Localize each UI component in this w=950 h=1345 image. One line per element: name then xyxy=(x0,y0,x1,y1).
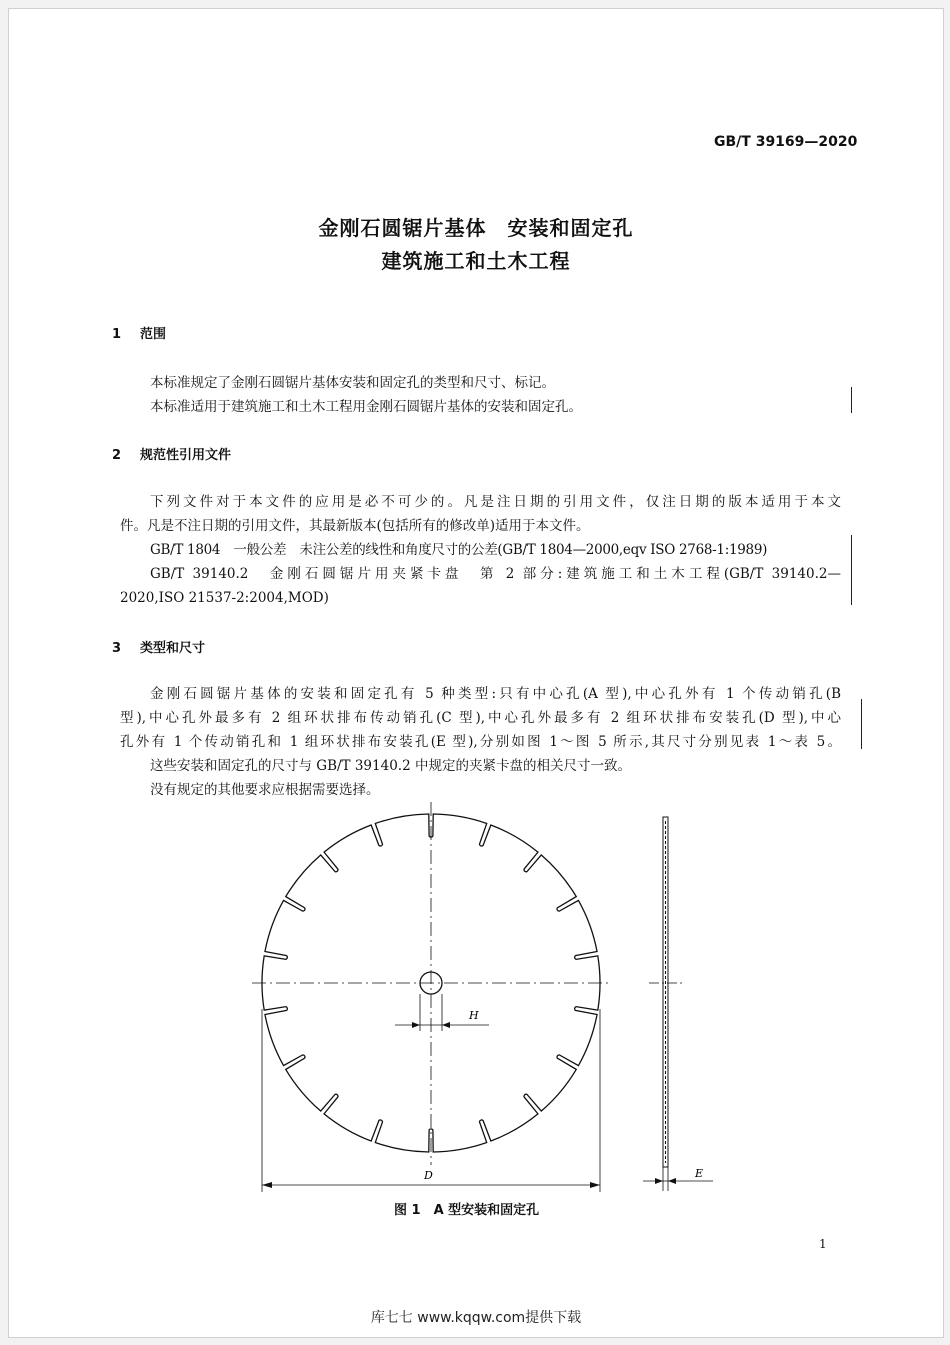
section-title: 范围 xyxy=(140,327,167,342)
section-number: 3 xyxy=(112,641,122,656)
title-line-1: 金刚石圆锯片基体 安装和固定孔 xyxy=(318,216,634,240)
label-e: E xyxy=(695,1167,704,1180)
dimension-arrow xyxy=(590,1182,600,1188)
figure-caption: 图 1 A 型安装和固定孔 xyxy=(394,1203,540,1218)
paragraph: 孔外有 1 个传动销孔和 1 组环状排布安装孔(E 型),分别如图 1～图 5 所示,其尺寸分别见表 1～表 5。 xyxy=(120,734,841,750)
reference-item: 2020,ISO 21537-2:2004,MOD) xyxy=(120,590,329,606)
paragraph: 本标准适用于建筑施工和土木工程用金刚石圆锯片基体的安装和固定孔。 xyxy=(150,399,582,415)
standard-number: GB/T 39169—2020 xyxy=(714,134,858,150)
figure-1-drawing xyxy=(9,9,943,1337)
page-number: 1 xyxy=(819,1237,827,1251)
paragraph: 下列文件对于本文件的应用是必不可少的。凡是注日期的引用文件，仅注日期的版本适用于本文 xyxy=(150,494,841,510)
document-page xyxy=(8,8,944,1338)
section-number: 1 xyxy=(112,327,122,342)
label-h: H xyxy=(469,1009,479,1022)
paragraph: 型),中心孔外最多有 2 组环状排布传动销孔(C 型),中心孔外最多有 2 组环状排布安装孔(D 型),中心 xyxy=(120,710,841,726)
dimension-arrow xyxy=(668,1178,676,1184)
paragraph: 这些安装和固定孔的尺寸与 GB/T 39140.2 中规定的夹紧卡盘的相关尺寸一致。 xyxy=(150,758,631,774)
paragraph: 金刚石圆锯片基体的安装和固定孔有 5 种类型:只有中心孔(A 型),中心孔外有 1 个传动销孔(B xyxy=(150,686,841,702)
section-title: 规范性引用文件 xyxy=(140,448,232,463)
dimension-arrow xyxy=(655,1178,663,1184)
section-number: 2 xyxy=(112,448,122,463)
paragraph: 没有规定的其他要求应根据需要选择。 xyxy=(150,782,380,798)
dimension-arrow xyxy=(262,1182,272,1188)
paragraph: 件。凡是不注日期的引用文件，其最新版本(包括所有的修改单)适用于本文件。 xyxy=(120,518,590,534)
reference-item: GB/T 39140.2 金刚石圆锯片用夹紧卡盘 第 2 部分:建筑施工和土木工程(GB/T 39140.2— xyxy=(150,566,841,582)
dimension-arrow xyxy=(412,1022,420,1028)
title-line-2: 建筑施工和土木工程 xyxy=(381,249,571,273)
section-title: 类型和尺寸 xyxy=(140,641,206,656)
reference-item: GB/T 1804 一般公差 未注公差的线性和角度尺寸的公差(GB/T 1804—2000,eqv ISO 2768-1:1989) xyxy=(150,542,768,558)
dimension-arrow xyxy=(442,1022,450,1028)
paragraph: 本标准规定了金刚石圆锯片基体安装和固定孔的类型和尺寸、标记。 xyxy=(150,375,555,391)
footer-text: 库七七 www.kqqw.com提供下载 xyxy=(370,1310,582,1326)
label-d: D xyxy=(424,1169,433,1182)
